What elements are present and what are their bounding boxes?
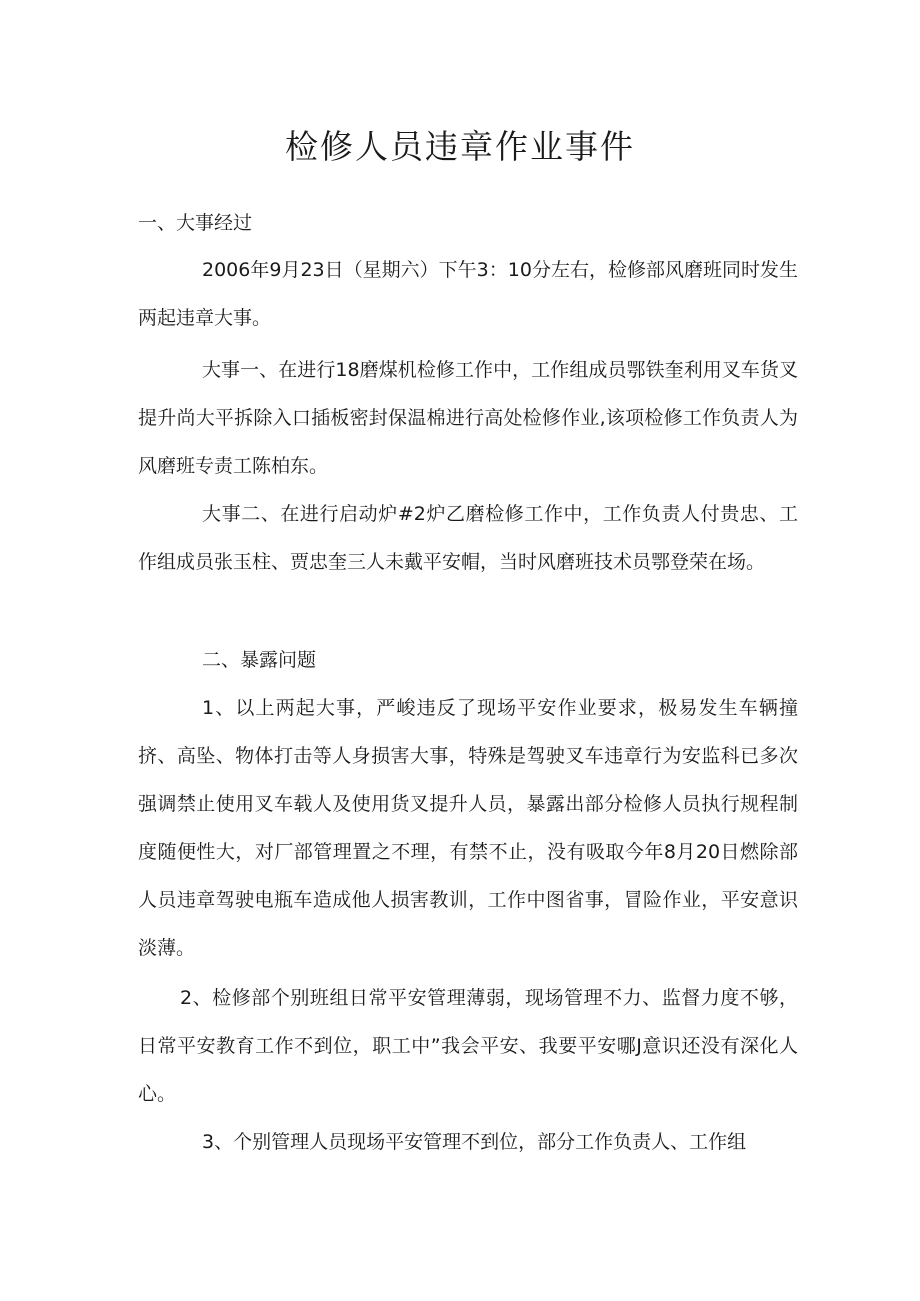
section-heading-problems: 二、暴露问题 xyxy=(202,649,317,671)
paragraph-summary: 2006年9月23日（星期六）下午3：10分左右，检修部风磨班同时发生两起违章大事。 xyxy=(138,259,798,329)
paragraph-problem-3: 3、个别管理人员现场平安管理不到位，部分工作负责人、工作组 xyxy=(202,1131,747,1153)
section-heading-process: 一、大事经过 xyxy=(138,212,253,234)
paragraph-problem-1: 1、以上两起大事，严峻违反了现场平安作业要求，极易发生车辆撞挤、高坠、物体打击等人身损害大事，特殊是驾驶叉车违章行为安监科已多次强调禁止使用叉车载人及使用货叉提升人员，暴露出部分检修人员执行规程制度随便性大，对厂部管理置之不理，有禁不止，没有吸取今年8月20日燃除部人员违章驾驶电瓶车造成他人损害教训，工作中图省事，冒险作业，平安意识淡薄。 xyxy=(138,697,798,959)
paragraph-incident-two: 大事二、在进行启动炉#2炉乙磨检修工作中，工作负责人付贵忠、工作组成员张玉柱、贾忠奎三人未戴平安帽，当时风磨班技术员鄂登荣在场。 xyxy=(138,503,798,573)
paragraph-problem-2: 2、检修部个别班组日常平安管理薄弱，现场管理不力、监督力度不够，日常平安教育工作不到位，职工中”我会平安、我要平安哪J意识还没有深化人心。 xyxy=(138,987,798,1105)
paragraph-incident-one: 大事一、在进行18磨煤机检修工作中，工作组成员鄂铁奎利用叉车货叉提升尚大平拆除入口插板密封保温棉进行高处检修作业,该项检修工作负责人为风磨班专责工陈柏东。 xyxy=(138,359,798,477)
document-title: 检修人员违章作业事件 xyxy=(285,127,635,166)
